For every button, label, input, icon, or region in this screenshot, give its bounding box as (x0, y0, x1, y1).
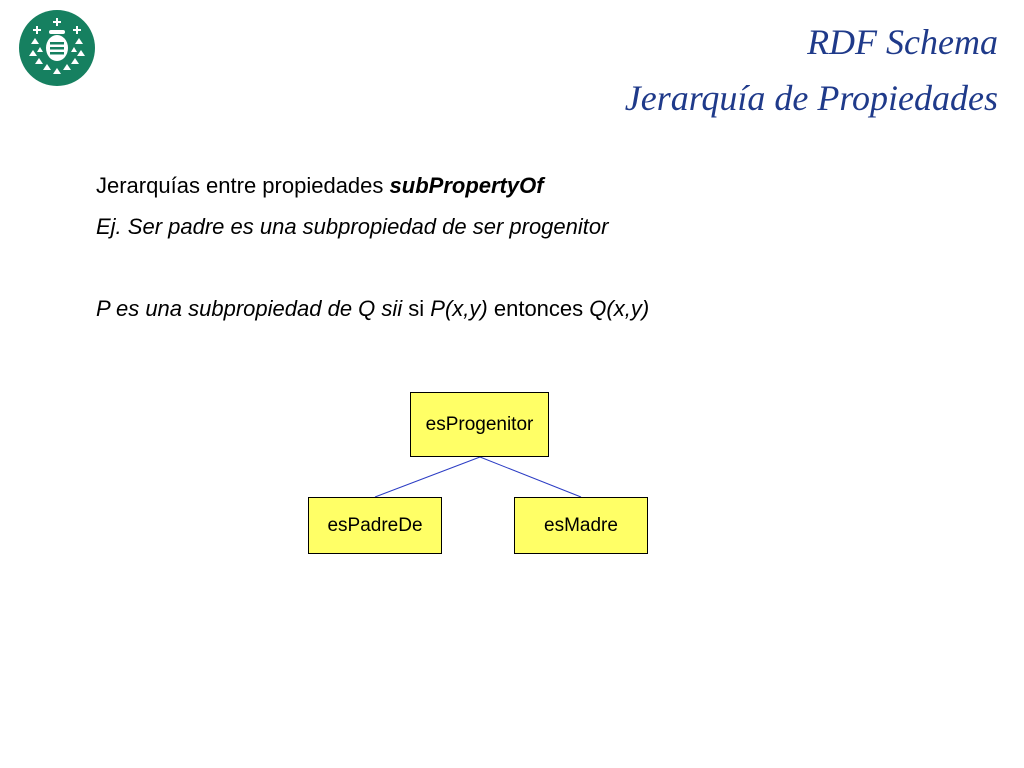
definition-part-5: Q(x,y) (589, 296, 650, 321)
edge-esprogenitor-espadrede (375, 457, 480, 497)
edge-esprogenitor-esmadre (480, 457, 581, 497)
definition-part-1: P es una subpropiedad de Q sii (96, 296, 403, 321)
node-esmadre: esMadre (514, 497, 648, 554)
title-line-2: Jerarquía de Propiedades (624, 78, 998, 118)
definition-part-2: si (402, 296, 431, 321)
slide-title (625, 14, 998, 126)
text-line-hierarchies (96, 172, 544, 200)
node-espadrede: esPadreDe (308, 497, 442, 554)
definition-part-4: entonces (487, 296, 590, 321)
hierarchies-text: Jerarquías entre propiedades (96, 173, 390, 198)
title-line-1: RDF Schema (807, 22, 998, 62)
subpropertyof-keyword: subPropertyOf (389, 173, 544, 198)
definition-part-3: P(x,y) (430, 296, 488, 321)
university-seal-icon (19, 10, 95, 86)
node-esprogenitor: esProgenitor (410, 392, 549, 457)
text-line-definition (96, 295, 649, 323)
text-line-example: Ej. Ser padre es una subpropiedad de ser progenitor (96, 214, 609, 239)
